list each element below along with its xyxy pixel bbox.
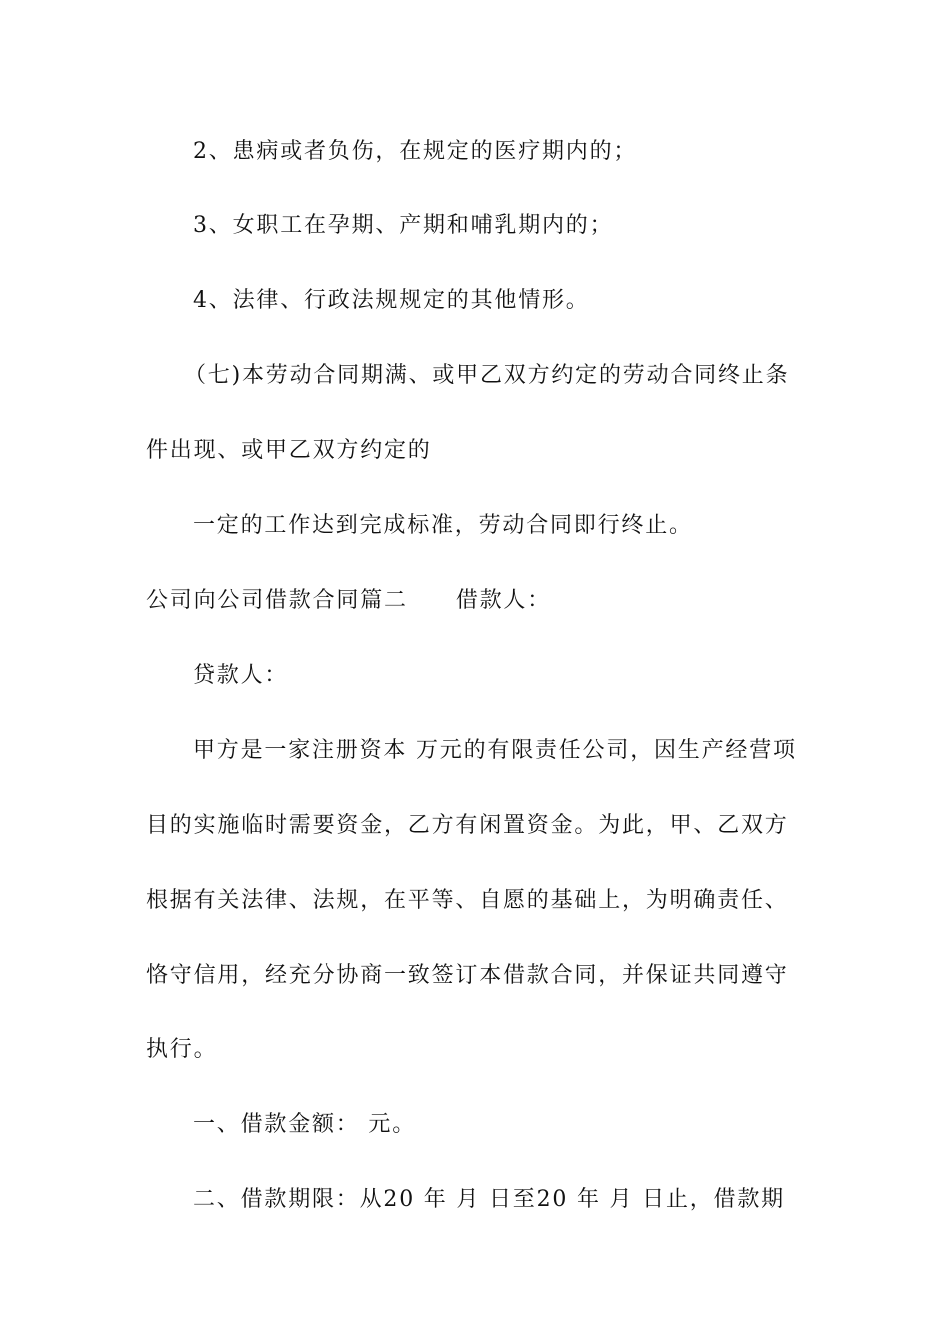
paragraph-line: 4、法律、行政法规规定的其他情形。	[193, 288, 590, 313]
section-heading-line	[146, 587, 551, 615]
paragraph-line: 目的实施临时需要资金，乙方有闲置资金。为此，甲、乙双方	[146, 813, 789, 838]
paragraph-line: 2、患病或者负伤，在规定的医疗期内的；	[193, 139, 638, 164]
paragraph-line: 件出现、或甲乙双方约定的	[146, 438, 432, 463]
paragraph-line: （七)本劳动合同期满、或甲乙双方约定的劳动合同终止条	[184, 363, 790, 388]
paragraph-line: 3、女职工在孕期、产期和哺乳期内的；	[193, 213, 614, 238]
paragraph-line: 恪守信用，经充分协商一致签订本借款合同，并保证共同遵守	[146, 963, 789, 988]
loan-term-line: 二、借款期限：从20 年 月 日至20 年 月 日止，借款期	[193, 1187, 785, 1212]
paragraph-line: 执行。	[146, 1037, 218, 1062]
borrower-label: 借款人：	[455, 588, 552, 613]
paragraph-line: 一定的工作达到完成标准，劳动合同即行终止。	[193, 513, 693, 538]
paragraph-line: 甲方是一家注册资本 万元的有限责任公司，因生产经营项	[193, 738, 797, 763]
lender-label: 贷款人：	[193, 663, 289, 688]
paragraph-line: 根据有关法律、法规，在平等、自愿的基础上，为明确责任、	[146, 888, 789, 913]
loan-amount-line: 一、借款金额： 元。	[193, 1112, 416, 1137]
section-title: 公司向公司借款合同篇二	[146, 588, 408, 613]
